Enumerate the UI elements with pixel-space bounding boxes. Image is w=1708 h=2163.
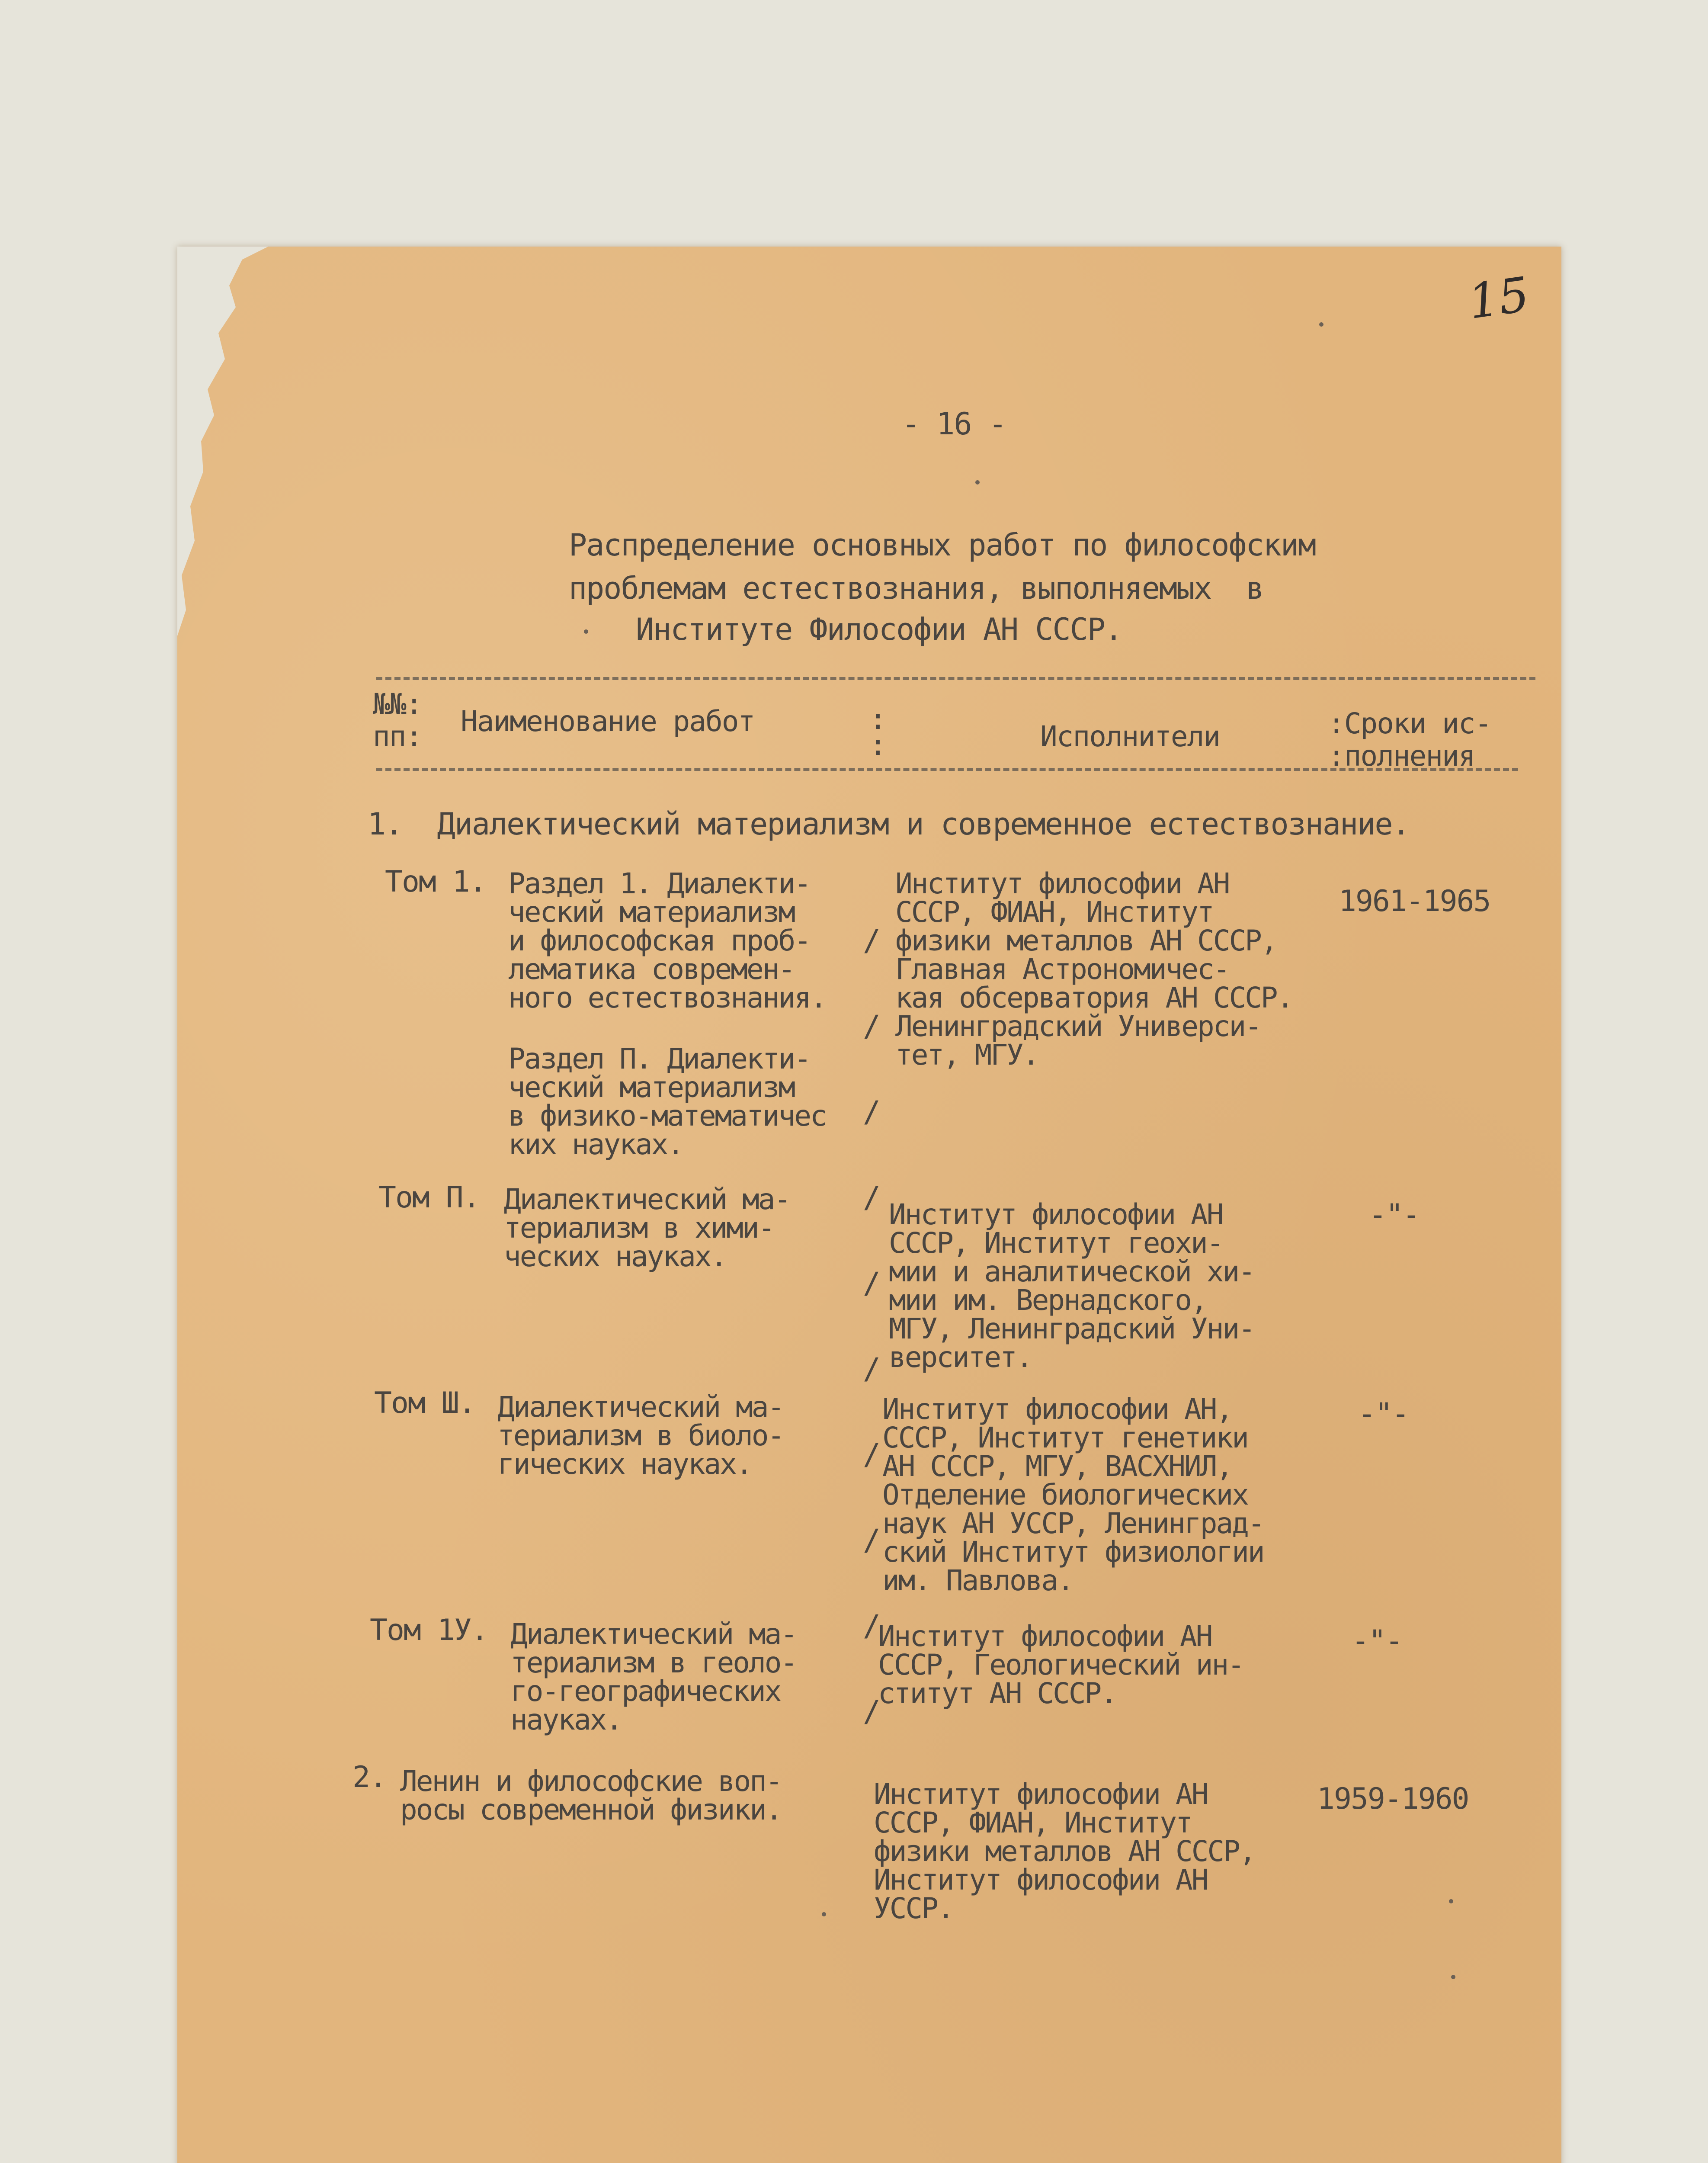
performer-line: Отделение биологических (882, 1478, 1248, 1512)
row-term-tom-3: -"- (1358, 1397, 1409, 1431)
performer-line: верситет. (889, 1341, 1032, 1374)
header-num-line-1: №№: (373, 687, 422, 721)
slash-mark: / (863, 1181, 881, 1215)
name-line: Раздел 1. Диалекти- (508, 867, 810, 900)
slash-mark: / (863, 1352, 881, 1386)
slash-mark: / (863, 1009, 881, 1043)
name-line: гических науках. (497, 1447, 752, 1481)
performer-line: СССР, ФИАН, Институт (895, 895, 1213, 929)
header-top-rule (376, 677, 1535, 680)
performer-line: мии и аналитической хи- (889, 1255, 1254, 1288)
name-line: ного естествознания. (508, 981, 826, 1014)
slash-mark: / (863, 1266, 881, 1300)
row-label-tom-4: Том 1У. (370, 1613, 488, 1647)
row-term-tom-4: -"- (1352, 1624, 1402, 1658)
name-line: Диалектический ма- (504, 1183, 790, 1216)
stray-mark (584, 629, 588, 634)
name-line: Диалектический ма- (510, 1617, 797, 1651)
slash-mark: / (863, 1523, 881, 1557)
performer-line: кая обсерватория АН СССР. (895, 981, 1293, 1014)
performer-line: АН СССР, МГУ, ВАСХНИЛ, (882, 1450, 1232, 1483)
row-performers-tom-3 (882, 1395, 1264, 1595)
name-line: росы современной физики. (400, 1793, 782, 1826)
row-name-tom-2 (504, 1185, 790, 1271)
name-line: ческих науках. (504, 1240, 727, 1273)
stray-mark (822, 1912, 826, 1916)
name-line: териализм в геоло- (510, 1646, 797, 1679)
stray-mark (1449, 1899, 1453, 1903)
name-line: и философская проб- (508, 924, 810, 957)
row-label-tom-1: Том 1. (385, 865, 486, 899)
performer-line: Институт философии АН (878, 1620, 1212, 1653)
header-num-line-2: пп: (373, 720, 422, 753)
name-line: ческий материализм (508, 1071, 795, 1104)
page-number: - 16 - (902, 406, 1006, 442)
slash-mark: / (863, 1694, 881, 1729)
row-name-tom-1-part-1 (508, 867, 826, 1014)
title-line-2: проблемам естествознания, выполняемых в (569, 571, 1263, 606)
name-line: го-географических (510, 1675, 781, 1708)
row-term-tom-2: -"- (1369, 1198, 1420, 1232)
performer-line: Институт философии АН (874, 1863, 1208, 1897)
row-name-tom-3 (497, 1390, 784, 1481)
name-line: ких науках. (508, 1128, 683, 1161)
performer-line: СССР, ФИАН, Институт (874, 1806, 1192, 1839)
slash-mark: / (863, 1609, 881, 1643)
name-line: териализм в биоло- (497, 1419, 784, 1452)
performer-line: физики металлов АН СССР, (874, 1835, 1255, 1868)
row-name-item-2 (400, 1767, 782, 1824)
torn-edge (177, 247, 268, 636)
slash-mark: / (863, 924, 881, 958)
name-line: териализм в хими- (504, 1211, 774, 1245)
stray-mark (1319, 322, 1323, 327)
performer-line: наук АН УССР, Ленинград- (882, 1507, 1264, 1540)
performer-line: Институт философии АН, (882, 1393, 1232, 1426)
title-line-3: Институте Философии АН СССР. (636, 612, 1122, 647)
performer-line: ститут АН СССР. (878, 1677, 1117, 1710)
row-performers-tom-2 (889, 1200, 1254, 1372)
name-line: Диалектический ма- (497, 1390, 784, 1424)
row-label-tom-3: Том Ш. (374, 1386, 475, 1420)
performer-line: ский Институт физиологии (882, 1535, 1264, 1569)
header-performers-column: Исполнители (1040, 720, 1220, 753)
row-performers-item-2 (874, 1780, 1255, 1923)
header-terms-line-2: :полнения (1328, 739, 1475, 773)
header-name-column: Наименование работ (461, 705, 755, 738)
header-bottom-rule (376, 768, 1518, 771)
name-line: науках. (510, 1703, 622, 1736)
performer-line: тет, МГУ. (895, 1038, 1038, 1072)
name-line: лематика современ- (508, 953, 795, 986)
section-heading-1: 1. Диалектический материализм и современное естествознание. (368, 806, 1410, 842)
stray-mark (975, 480, 980, 485)
name-line: в физико-математичес (508, 1099, 826, 1133)
header-terms-line-1: :Сроки ис- (1328, 707, 1491, 740)
name-line: Ленин и философские воп- (400, 1765, 782, 1798)
row-name-tom-4 (510, 1617, 797, 1736)
name-line: Раздел П. Диалекти- (508, 1042, 810, 1075)
stray-mark (1451, 1975, 1455, 1979)
performer-line: Главная Астрономичес- (895, 953, 1229, 986)
folio-number: 15 (1464, 266, 1533, 330)
row-label-item-2: 2. (352, 1760, 386, 1794)
row-performers-tom-1 (895, 867, 1293, 1072)
name-line: ческий материализм (508, 895, 795, 929)
performer-line: Институт философии АН (874, 1778, 1208, 1811)
row-performers-tom-4 (878, 1622, 1243, 1708)
header-mid-colon-2: : (869, 728, 886, 762)
slash-mark: / (863, 1438, 881, 1472)
row-term-tom-1: 1961-1965 (1339, 884, 1490, 918)
performer-line: УССР. (874, 1892, 953, 1925)
performer-line: им. Павлова. (882, 1564, 1073, 1597)
slash-mark: / (863, 1095, 881, 1129)
performer-line: СССР, Институт генетики (882, 1421, 1248, 1454)
performer-line: Институт философии АН (895, 867, 1229, 900)
performer-line: Институт философии АН (889, 1198, 1223, 1231)
performer-line: мии им. Вернадского, (889, 1284, 1207, 1317)
row-name-tom-1-part-2 (508, 1042, 826, 1161)
header-mid-colon-1: : (869, 703, 886, 736)
performer-line: СССР, Институт геохи- (889, 1226, 1223, 1260)
performer-line: Ленинградский Универси- (895, 1010, 1261, 1043)
performer-line: МГУ, Ленинградский Уни- (889, 1312, 1254, 1345)
row-term-item-2: 1959-1960 (1317, 1782, 1469, 1816)
row-label-tom-2: Том П. (378, 1181, 480, 1215)
performer-line: СССР, Геологический ин- (878, 1648, 1243, 1682)
performer-line: физики металлов АН СССР, (895, 924, 1277, 957)
title-line-1: Распределение основных работ по философским (569, 527, 1316, 563)
